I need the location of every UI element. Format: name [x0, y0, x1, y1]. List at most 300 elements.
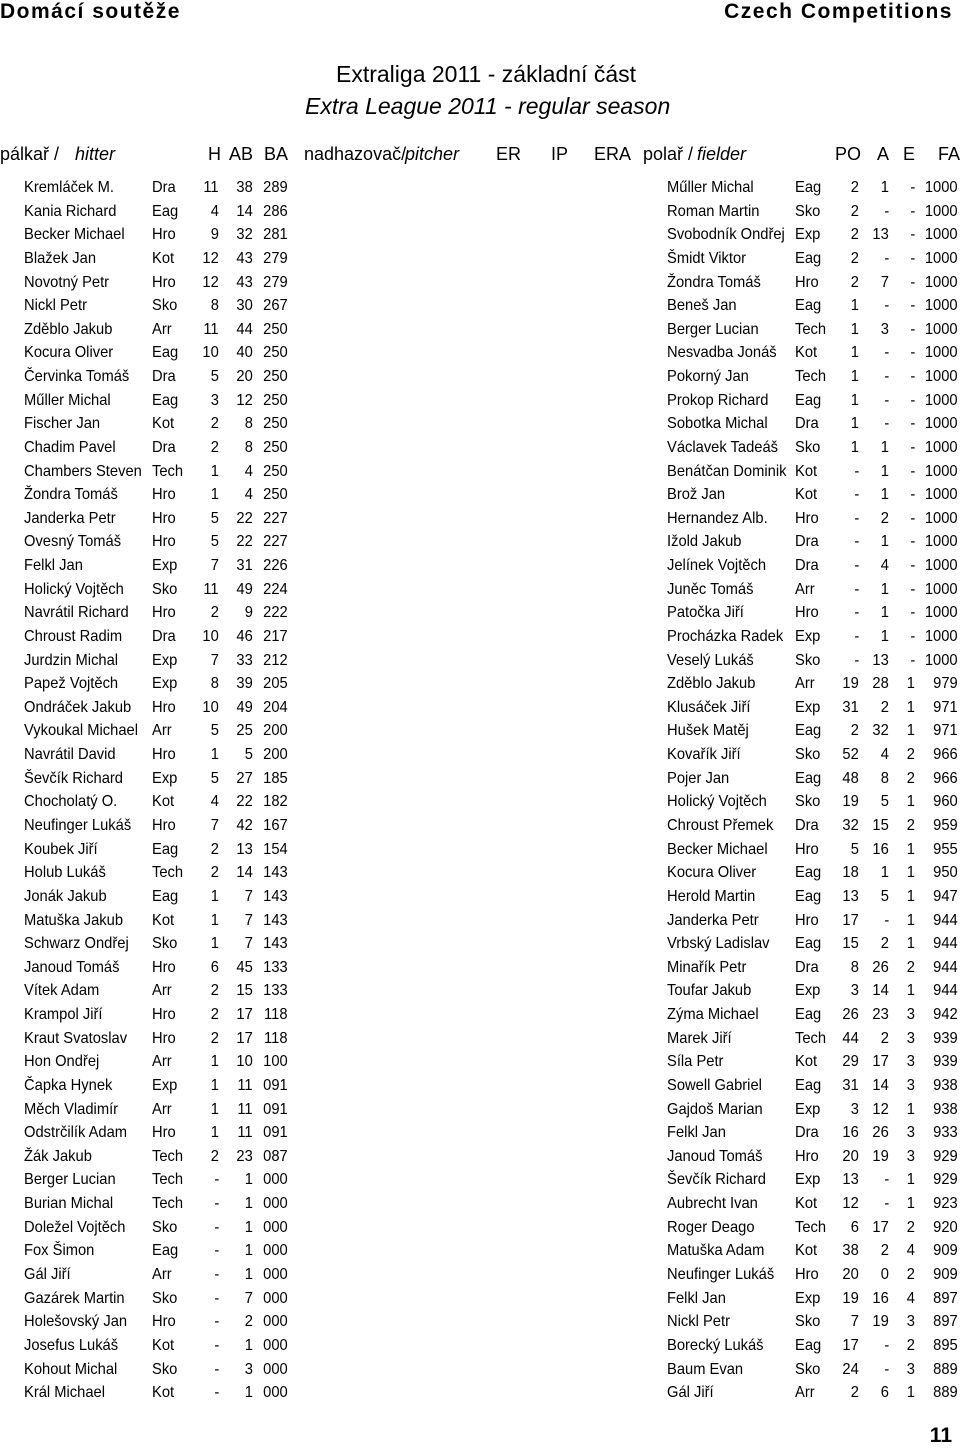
hitter-name: Schwarz Ondřej: [24, 935, 129, 953]
fielder-team: Arr: [795, 580, 815, 598]
fielder-a: 14: [872, 1076, 889, 1094]
hitter-ab: 10: [236, 1053, 253, 1071]
fielder-e: -: [910, 202, 915, 220]
hitter-team: Hro: [152, 958, 176, 976]
hitter-team: Exp: [152, 1076, 178, 1094]
hitter-h: 4: [210, 793, 219, 811]
fielder-a: 14: [872, 982, 889, 1000]
hitter-team: Sko: [152, 580, 178, 598]
fielder-e: 1: [906, 722, 915, 740]
fielder-fa: 938: [933, 1100, 958, 1118]
fielder-team: Hro: [795, 911, 819, 929]
hitter-h: 2: [210, 604, 219, 622]
fielder-a: 2: [880, 509, 889, 527]
fielder-team: Eag: [795, 297, 822, 315]
fielder-row: [0, 1219, 960, 1243]
hitter-team: Exp: [152, 769, 178, 787]
hitter-ba: 118: [264, 1006, 288, 1024]
hitter-name: Odstrčilík Adam: [24, 1124, 128, 1142]
hitter-ab: 22: [236, 793, 253, 811]
hitter-ba: 200: [263, 746, 288, 764]
hitter-name: Navrátil Richard: [24, 604, 129, 622]
fielder-e: 2: [906, 746, 915, 764]
hitter-ba: 000: [263, 1289, 288, 1307]
fielder-e: 1: [906, 675, 915, 693]
fielder-row: [0, 1266, 960, 1290]
hitter-h: 5: [210, 509, 219, 527]
fielder-a: 8: [880, 769, 889, 787]
fielder-po: 1: [850, 344, 859, 362]
fielder-a: 2: [880, 1029, 889, 1047]
hitter-ba: 250: [263, 320, 288, 338]
hitter-ab: 9: [244, 604, 253, 622]
hitter-ab: 17: [236, 1006, 253, 1024]
fielder-po: 1: [850, 415, 859, 433]
fielder-a: 13: [872, 226, 889, 244]
hitter-ab: 39: [236, 675, 253, 693]
fielder-team: Eag: [795, 864, 822, 882]
hitter-team: Exp: [152, 651, 178, 669]
hitter-team: Hro: [152, 533, 176, 551]
hitter-ab: 8: [244, 415, 253, 433]
hitter-ab: 42: [236, 817, 253, 834]
hitter-team: Sko: [152, 1289, 178, 1307]
fielder-team: Arr: [795, 1384, 815, 1402]
hitter-name: Chroust Radim: [24, 627, 123, 645]
fielder-po: 31: [842, 1076, 859, 1094]
pitcher-header-en: pitcher: [405, 144, 460, 164]
fielder-e: 2: [906, 1218, 915, 1236]
fielder-team: Sko: [795, 651, 821, 669]
hitter-team: Tech: [152, 1171, 184, 1189]
fielder-name: Hernandez Alb.: [667, 509, 768, 527]
fielder-name: Klusáček Jiří: [667, 698, 751, 716]
fielder-row: [0, 1148, 960, 1172]
fielder-name: Nickl Petr: [667, 1313, 730, 1331]
fielder-e: 1: [906, 864, 915, 882]
hitter-h: -: [214, 1171, 219, 1189]
fielder-e: 3: [906, 1313, 915, 1331]
fielder-name: Zýma Michael: [667, 1006, 759, 1024]
hitter-team: Dra: [152, 438, 176, 456]
fielder-a: 17: [872, 1218, 889, 1236]
fielder-fa: 1000: [925, 486, 958, 504]
fielder-name: Műller Michal: [667, 179, 754, 196]
fielder-team: Exp: [795, 1289, 821, 1307]
fielder-row: [0, 1384, 960, 1408]
fielder-po: 6: [850, 1218, 859, 1236]
fielder-fa: 939: [933, 1053, 958, 1071]
fielder-team: Kot: [795, 1195, 818, 1213]
hitter-team: Kot: [152, 1336, 175, 1354]
fielder-row: [0, 226, 960, 250]
hitter-team: Hro: [152, 273, 176, 291]
hitter-ab: 23: [236, 1147, 253, 1165]
fielder-name: Minařík Petr: [667, 958, 747, 976]
hitter-name: Žondra Tomáš: [24, 486, 118, 504]
hitter-ab: 12: [236, 391, 253, 409]
hitter-name: Kohout Michal: [24, 1360, 118, 1378]
fielder-team: Kot: [795, 486, 818, 504]
fielder-row: [0, 439, 960, 463]
hitter-name: Chadim Pavel: [24, 438, 116, 456]
fielder-e: -: [910, 179, 915, 196]
hitter-h: 5: [210, 368, 219, 386]
fielder-po: -: [854, 627, 859, 645]
fielder-po: 8: [850, 958, 859, 976]
hitter-h: 10: [202, 698, 219, 716]
a-header: A: [877, 144, 890, 164]
hitter-ab: 4: [244, 486, 253, 504]
fielder-po: 1: [850, 320, 859, 338]
fielder-fa: 929: [933, 1147, 958, 1165]
hitter-ba: 281: [263, 226, 288, 244]
hitter-team: Kot: [152, 249, 175, 267]
fielder-row: [0, 297, 960, 321]
fielder-a: -: [884, 344, 889, 362]
fielder-po: 7: [850, 1313, 859, 1331]
hitter-ba: 000: [263, 1265, 288, 1283]
hitter-name: Král Michael: [24, 1384, 105, 1402]
fielder-e: 1: [906, 1384, 915, 1402]
fielder-name: Procházka Radek: [667, 627, 784, 645]
hitter-ab: 4: [244, 462, 253, 480]
po-header: PO: [835, 144, 862, 164]
fielder-a: 26: [872, 958, 889, 976]
hitter-ab: 7: [244, 1289, 253, 1307]
hitter-h: -: [214, 1265, 219, 1283]
fielder-e: 3: [906, 1053, 915, 1071]
fielder-fa: 895: [933, 1336, 958, 1354]
fielder-fa: 1000: [925, 415, 958, 433]
hitter-name: Felkl Jan: [24, 557, 83, 575]
hitter-name: Doležel Vojtěch: [24, 1218, 126, 1236]
hitter-h: -: [214, 1360, 219, 1378]
fielder-row: [0, 557, 960, 581]
fielder-a: 2: [880, 1242, 889, 1260]
hitter-name: Kania Richard: [24, 202, 117, 220]
hitter-h: 1: [210, 1076, 219, 1094]
fielder-e: -: [910, 533, 915, 551]
fielder-name: Kovařík Jiří: [667, 746, 741, 764]
hitter-team: Eag: [152, 391, 179, 409]
fielder-team: Hro: [795, 509, 819, 527]
hitter-team: Arr: [152, 722, 172, 740]
fielder-e: 2: [906, 817, 915, 834]
fielder-po: 2: [850, 202, 859, 220]
hitter-h: 2: [210, 415, 219, 433]
fielder-fa: 971: [933, 698, 958, 716]
hitter-name: Vykoukal Michael: [24, 722, 138, 740]
hitter-team: Dra: [152, 179, 176, 196]
fielder-name: Berger Lucian: [667, 320, 759, 338]
hitter-name: Koubek Jiří: [24, 840, 98, 858]
fielder-team: Sko: [795, 746, 821, 764]
section-header: [0, 0, 960, 28]
hitter-ba: 154: [263, 840, 288, 858]
hitter-name: Matuška Jakub: [24, 911, 124, 929]
fielder-fa: 966: [933, 769, 958, 787]
hitter-ab: 44: [236, 320, 253, 338]
hitter-ab: 40: [236, 344, 253, 362]
hitter-ab: 1: [244, 1336, 253, 1354]
page-number: 11: [929, 1424, 952, 1447]
hitter-ba: 143: [263, 887, 288, 905]
fielder-e: -: [910, 391, 915, 409]
fielder-e: 1: [906, 1195, 915, 1213]
fielder-a: 19: [872, 1147, 889, 1165]
fielder-team: Eag: [795, 769, 822, 787]
fielder-fa: 897: [933, 1313, 958, 1331]
fielder-po: 17: [842, 911, 859, 929]
fielder-a: -: [884, 249, 889, 267]
hitter-ab: 1: [244, 1171, 253, 1189]
hitter-team: Exp: [152, 675, 178, 693]
hitter-h: 8: [210, 297, 219, 315]
fielder-e: 1: [906, 911, 915, 929]
fielder-po: 1: [850, 438, 859, 456]
hitter-ab: 1: [244, 1218, 253, 1236]
hitter-ba: 279: [263, 273, 288, 291]
fielder-a: -: [884, 1171, 889, 1189]
hitter-ab: 2: [244, 1313, 253, 1331]
fielder-row: [0, 652, 960, 676]
fielder-fa: 1000: [925, 438, 958, 456]
hitter-name: Janderka Petr: [24, 509, 116, 527]
hitter-team: Eag: [152, 202, 179, 220]
fielder-name: Chroust Přemek: [667, 817, 774, 834]
hitter-team: Exp: [152, 557, 178, 575]
fielder-name: Ševčík Richard: [667, 1171, 766, 1189]
fielder-po: 44: [842, 1029, 859, 1047]
fielder-team: Eag: [795, 249, 822, 267]
hitter-h: 9: [210, 226, 219, 244]
hitter-ba: 224: [263, 580, 288, 598]
fielder-po: 1: [850, 368, 859, 386]
fielder-name: Kocura Oliver: [667, 864, 757, 882]
hitter-ab: 13: [236, 840, 253, 858]
fielder-name: Janderka Petr: [667, 911, 759, 929]
hitter-ba: 100: [263, 1053, 288, 1071]
hitter-h: 2: [210, 864, 219, 882]
fielder-row: [0, 888, 960, 912]
fielder-e: 3: [906, 1360, 915, 1378]
fielder-a: 28: [872, 675, 889, 693]
hitter-ba: 286: [263, 202, 288, 220]
hitter-h: 1: [210, 1124, 219, 1142]
hitter-name: Ondráček Jakub: [24, 698, 132, 716]
fielder-fa: 950: [933, 864, 958, 882]
fielder-row: [0, 604, 960, 628]
fielder-fa: 1000: [925, 320, 958, 338]
fielder-e: -: [910, 557, 915, 575]
fielder-e: 4: [906, 1242, 915, 1260]
hitter-team: Dra: [152, 368, 176, 386]
fielder-row: [0, 628, 960, 652]
hitter-team: Hro: [152, 509, 176, 527]
fielder-fa: 944: [933, 958, 958, 976]
hitter-h: 10: [202, 627, 219, 645]
hitter-name: Műller Michal: [24, 391, 111, 409]
ab-header: AB: [229, 144, 254, 164]
fielder-e: 3: [906, 1076, 915, 1094]
hitter-name: Becker Michael: [24, 226, 125, 244]
hitter-ba: 000: [263, 1360, 288, 1378]
hitter-h: 6: [210, 958, 219, 976]
fielder-po: -: [854, 486, 859, 504]
fielder-row: [0, 841, 960, 865]
fielder-a: 1: [880, 627, 889, 645]
hitter-name: Ovesný Tomáš: [24, 533, 122, 551]
hitter-team: Arr: [152, 320, 172, 338]
hitter-team: Tech: [152, 864, 184, 882]
hitter-team: Tech: [152, 1147, 184, 1165]
hitter-h: -: [214, 1195, 219, 1213]
hitter-ba: 182: [263, 793, 288, 811]
hitter-name: Navrátil David: [24, 746, 116, 764]
fielder-row: [0, 1242, 960, 1266]
fielder-row: [0, 1101, 960, 1125]
hitter-team: Arr: [152, 1265, 172, 1283]
fielder-fa: 889: [933, 1360, 958, 1378]
fielder-a: 19: [872, 1313, 889, 1331]
fielder-fa: 929: [933, 1171, 958, 1189]
fielder-row: [0, 415, 960, 439]
fielder-e: 1: [906, 887, 915, 905]
hitter-ab: 31: [236, 557, 253, 575]
fielder-fa: 1000: [925, 249, 958, 267]
fielder-row: [0, 770, 960, 794]
fielder-name: Gál Jiří: [667, 1384, 714, 1402]
hitter-team: Hro: [152, 746, 176, 764]
fielder-e: 2: [906, 1265, 915, 1283]
fielder-team: Tech: [795, 368, 827, 386]
fielder-a: -: [884, 391, 889, 409]
section-title-english: Czech Competitions: [724, 0, 953, 23]
fielder-fa: 897: [933, 1289, 958, 1307]
hitter-ab: 20: [236, 368, 253, 386]
fielder-team: Exp: [795, 1171, 821, 1189]
fielder-team: Hro: [795, 604, 819, 622]
hitter-header-en: hitter: [75, 144, 116, 164]
hitter-ab: 3: [244, 1360, 253, 1378]
fielder-team: Exp: [795, 226, 821, 244]
fielder-a: -: [884, 415, 889, 433]
hitter-ba: 204: [263, 698, 288, 716]
fielder-name: Gajdoš Marian: [667, 1100, 763, 1118]
fielder-e: -: [910, 509, 915, 527]
fielder-team: Eag: [795, 1006, 822, 1024]
fielder-name: Marek Jiří: [667, 1029, 732, 1047]
hitter-team: Hro: [152, 817, 176, 834]
hitter-team: Tech: [152, 462, 184, 480]
fielder-fa: 923: [933, 1195, 958, 1213]
fielder-name: Síla Petr: [667, 1053, 724, 1071]
hitter-ab: 25: [236, 722, 253, 740]
fielder-fa: 944: [933, 982, 958, 1000]
hitter-ba: 000: [263, 1195, 288, 1213]
fielder-team: Tech: [795, 320, 827, 338]
hitter-h: 2: [210, 840, 219, 858]
fielder-a: -: [884, 368, 889, 386]
fielder-a: 1: [880, 438, 889, 456]
fielder-fa: 1000: [925, 297, 958, 315]
fielder-name: Baum Evan: [667, 1360, 744, 1378]
hitter-name: Krampol Jiří: [24, 1006, 103, 1024]
fielder-row: [0, 935, 960, 959]
hitter-ab: 7: [244, 935, 253, 953]
hitter-h: -: [214, 1313, 219, 1331]
hitter-header-cz: pálkař /: [0, 144, 60, 164]
fielder-fa: 1000: [925, 462, 958, 480]
fielder-name: Juněc Tomáš: [667, 580, 754, 598]
fielder-fa: 1000: [925, 179, 958, 196]
fielder-a: 2: [880, 698, 889, 716]
fielder-po: 2: [850, 249, 859, 267]
fielder-po: -: [854, 557, 859, 575]
fielder-team: Dra: [795, 557, 819, 575]
hitter-name: Ševčík Richard: [24, 769, 123, 787]
hitter-ba: 087: [263, 1147, 288, 1165]
fielder-row: [0, 392, 960, 416]
fielder-po: 2: [850, 722, 859, 740]
e-header: E: [903, 144, 916, 164]
fielder-e: 3: [906, 1006, 915, 1024]
hitter-team: Eag: [152, 1242, 179, 1260]
hitter-ab: 46: [236, 627, 253, 645]
fielder-row: [0, 864, 960, 888]
fielder-po: 48: [842, 769, 859, 787]
fielder-team: Hro: [795, 1265, 819, 1283]
hitter-ab: 30: [236, 297, 253, 315]
fielder-a: 17: [872, 1053, 889, 1071]
hitter-ba: 133: [263, 982, 288, 1000]
hitter-team: Hro: [152, 1029, 176, 1047]
hitter-h: 1: [210, 911, 219, 929]
hitter-h: 1: [210, 462, 219, 480]
fielder-row: [0, 1361, 960, 1385]
hitter-ab: 1: [244, 1384, 253, 1402]
fielder-row: [0, 722, 960, 746]
fielder-row: [0, 1195, 960, 1219]
fielder-fa: 979: [933, 675, 958, 693]
fielder-e: 2: [906, 769, 915, 787]
fielder-row: [0, 203, 960, 227]
hitter-ab: 27: [236, 769, 253, 787]
fielder-name: Roger Deago: [667, 1218, 755, 1236]
hitter-h: -: [214, 1289, 219, 1307]
fielder-row: [0, 675, 960, 699]
fielder-fa: 1000: [925, 651, 958, 669]
hitter-ba: 000: [263, 1218, 288, 1236]
hitter-name: Zděblo Jakub: [24, 320, 113, 338]
hitter-ba: 000: [263, 1242, 288, 1260]
fielder-row: [0, 1313, 960, 1337]
hitter-team: Arr: [152, 1053, 172, 1071]
hitter-team: Sko: [152, 1218, 178, 1236]
fielder-row: [0, 486, 960, 510]
hitter-name: Holešovský Jan: [24, 1313, 128, 1331]
fielder-e: -: [910, 297, 915, 315]
fielder-name: Ižold Jakub: [667, 533, 742, 551]
hitter-ba: 118: [264, 1029, 288, 1047]
fielder-a: 1: [880, 864, 889, 882]
hitter-h: 1: [210, 1053, 219, 1071]
hitter-name: Chambers Steven: [24, 462, 142, 480]
fielder-row: [0, 912, 960, 936]
fielder-team: Tech: [795, 1218, 827, 1236]
fielder-po: 15: [842, 935, 859, 953]
